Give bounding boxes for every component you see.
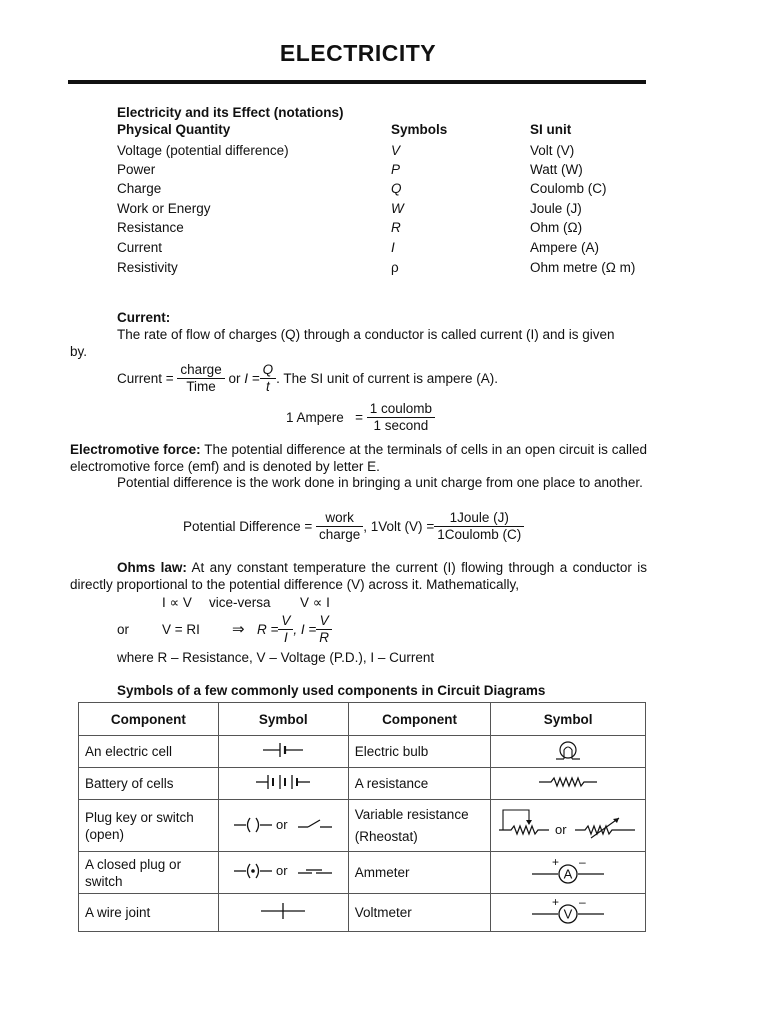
wire-joint-symbol-icon xyxy=(253,901,313,921)
symbol-electric-bulb xyxy=(491,736,646,768)
component-ammeter: Ammeter xyxy=(348,852,491,894)
pd-eq: = xyxy=(304,518,313,534)
quantity-resistivity: Resistivity xyxy=(117,260,178,275)
voltmeter-plus: + xyxy=(552,895,560,909)
fraction-work-charge xyxy=(316,510,363,542)
where-legend: where R – Resistance, V – Voltage (P.D.), I – Current xyxy=(117,650,435,665)
ohms-law-paragraph xyxy=(70,559,647,593)
bulb-symbol-icon xyxy=(538,738,598,762)
implies-arrow: ⇒ xyxy=(232,621,245,638)
symbol-ammeter xyxy=(491,852,646,894)
col-header-quantity: Physical Quantity xyxy=(117,122,231,137)
ammeter-plus: + xyxy=(552,855,560,869)
th-symbol-left: Symbol xyxy=(218,703,348,736)
symbol-battery xyxy=(218,768,348,800)
ammeter-symbol-icon xyxy=(528,856,608,886)
current-definition: The rate of flow of charges (Q) through a conductor is called current (I) and is given xyxy=(117,327,615,342)
current-definition-cont: by. xyxy=(70,344,88,359)
voltmeter-minus: – xyxy=(579,895,586,909)
cell-symbol-icon xyxy=(253,740,313,760)
fraction-q-t xyxy=(260,362,277,394)
frac-den-second: 1 second xyxy=(373,417,429,433)
volt-label: , 1Volt (V) xyxy=(363,518,423,534)
table-row xyxy=(79,736,646,768)
frac-den-time: Time xyxy=(186,378,216,394)
pd-formula xyxy=(183,507,524,545)
battery-symbol-icon xyxy=(248,772,318,792)
fraction-joule-coulomb xyxy=(434,510,524,542)
component-battery: Battery of cells xyxy=(79,768,219,800)
unit-power: Watt (W) xyxy=(530,162,583,177)
ohm-fractions xyxy=(257,611,332,647)
symbol-electric-cell xyxy=(218,736,348,768)
table-row xyxy=(79,894,646,932)
component-resistance: A resistance xyxy=(348,768,491,800)
voltmeter-letter: V xyxy=(563,906,573,921)
symbol-resistance: R xyxy=(391,220,401,235)
title-rule xyxy=(68,80,646,84)
col-header-unit: SI unit xyxy=(530,122,572,137)
voltmeter-symbol-icon xyxy=(528,896,608,926)
quantity-current: Current xyxy=(117,240,163,255)
unit-resistance: Ohm (Ω) xyxy=(530,220,583,235)
volt-eq: = xyxy=(426,518,435,534)
component-electric-bulb: Electric bulb xyxy=(348,736,491,768)
component-wire-joint: A wire joint xyxy=(79,894,219,932)
th-symbol-right: Symbol xyxy=(491,703,646,736)
symbol-resistivity: ρ xyxy=(391,260,399,275)
ampere-label: 1 Ampere xyxy=(286,409,344,425)
frac-num-v1: V xyxy=(278,613,293,630)
pd-paragraph: Potential difference is the work done in bringing a unit charge from one place to another. xyxy=(117,475,643,490)
fraction-coulomb-second xyxy=(367,401,435,433)
or-label: or xyxy=(117,622,130,637)
page-title: ELECTRICITY xyxy=(279,40,437,66)
quantity-resistance: Resistance xyxy=(117,220,184,235)
frac-den-coulomb: 1Coulomb (C) xyxy=(437,526,522,542)
notations-heading: Electricity and its Effect (notations) xyxy=(117,105,344,120)
symbol-power: P xyxy=(391,162,401,177)
i-equals: I = xyxy=(244,370,260,386)
frac-num-coulomb: 1 coulomb xyxy=(367,401,435,418)
frac-num-work: work xyxy=(316,510,363,527)
v-equals-ri: V = RI xyxy=(162,622,200,637)
component-voltmeter: Voltmeter xyxy=(348,894,491,932)
symbol-plug-key-open xyxy=(218,800,348,852)
frac-den-charge: charge xyxy=(319,526,361,542)
resistor-symbol-icon xyxy=(533,772,603,792)
unit-work: Joule (J) xyxy=(530,201,582,216)
quantity-voltage: Voltage (potential difference) xyxy=(117,143,289,158)
fraction-charge-time xyxy=(177,362,224,394)
vice-versa: vice-versa xyxy=(209,595,271,610)
unit-charge: Coulomb (C) xyxy=(530,181,607,196)
table-row xyxy=(79,800,646,852)
si-unit-text: . The SI unit of current is ampere (A). xyxy=(276,370,498,386)
symbol-rheostat xyxy=(491,800,646,852)
ampere-eq: = xyxy=(355,409,363,425)
col-header-symbols: Symbols xyxy=(391,122,448,137)
ammeter-minus: – xyxy=(579,855,586,869)
current-formula xyxy=(117,360,498,396)
symbol-work: W xyxy=(391,201,404,216)
emf-paragraph xyxy=(70,441,647,475)
frac-num-charge: charge xyxy=(177,362,224,379)
fraction-v-i xyxy=(278,613,293,645)
quantity-charge: Charge xyxy=(117,181,162,196)
component-rheostat: Variable resistance (Rheostat) xyxy=(348,800,491,852)
symbol-voltage: V xyxy=(391,143,401,158)
current-formula-prefix: Current = xyxy=(117,370,174,386)
components-table xyxy=(78,702,646,932)
unit-current: Ampere (A) xyxy=(530,240,600,255)
prop-i-v: I ∝ V xyxy=(162,595,192,610)
frac-den-t: t xyxy=(266,378,270,394)
r-equals: R = xyxy=(257,621,279,637)
component-closed-plug: A closed plug or switch xyxy=(79,852,219,894)
table-header-row xyxy=(79,703,646,736)
frac-den-i: I xyxy=(284,629,288,645)
symbol-current: I xyxy=(391,240,395,255)
component-electric-cell: An electric cell xyxy=(79,736,219,768)
table-row xyxy=(79,768,646,800)
quantity-power: Power xyxy=(117,162,156,177)
table-row xyxy=(79,852,646,894)
emf-text: The potential difference at the terminals of cells in an open circuit is called electromotive force (emf) and is denoted by letter E. xyxy=(70,442,647,474)
prop-v-i: V ∝ I xyxy=(300,595,330,610)
frac-den-r: R xyxy=(319,629,330,645)
symbol-resistance xyxy=(491,768,646,800)
or-symbol-label: or xyxy=(276,816,288,832)
closed-switch-symbol-icon xyxy=(228,859,338,883)
frac-num-v2: V xyxy=(316,613,332,630)
current-heading: Current: xyxy=(117,310,171,325)
rheostat-symbol-icon xyxy=(495,804,641,844)
open-switch-symbol-icon xyxy=(228,812,338,836)
or-text: or xyxy=(228,370,241,386)
frac-num-joule: 1Joule (J) xyxy=(434,510,524,527)
ohms-law-text: At any constant temperature the current (I) flowing through a conductor is directly proportional to the potential difference (V) across it. Mathematically, xyxy=(70,560,648,592)
component-plug-key-open: Plug key or switch (open) xyxy=(79,800,219,852)
symbol-closed-plug xyxy=(218,852,348,894)
pd-label: Potential Difference xyxy=(183,518,301,534)
or-symbol-label-3: or xyxy=(276,862,288,878)
symbol-voltmeter xyxy=(491,894,646,932)
ohms-law-term: Ohms law: xyxy=(117,560,187,575)
frac-num-q: Q xyxy=(260,362,277,379)
i-equals-2: , I = xyxy=(293,621,317,637)
unit-resistivity: Ohm metre (Ω m) xyxy=(530,260,636,275)
th-component-left: Component xyxy=(79,703,219,736)
unit-voltage: Volt (V) xyxy=(530,143,575,158)
quantity-work: Work or Energy xyxy=(117,201,211,216)
components-heading: Symbols of a few commonly used components in Circuit Diagrams xyxy=(117,683,546,698)
emf-term: Electromotive force: xyxy=(70,442,201,457)
or-symbol-label-2: or xyxy=(555,821,567,837)
th-component-right: Component xyxy=(348,703,491,736)
symbol-charge: Q xyxy=(391,181,402,196)
symbol-wire-joint xyxy=(218,894,348,932)
ammeter-letter: A xyxy=(563,866,573,881)
ampere-formula xyxy=(286,398,435,436)
fraction-v-r xyxy=(316,613,332,645)
